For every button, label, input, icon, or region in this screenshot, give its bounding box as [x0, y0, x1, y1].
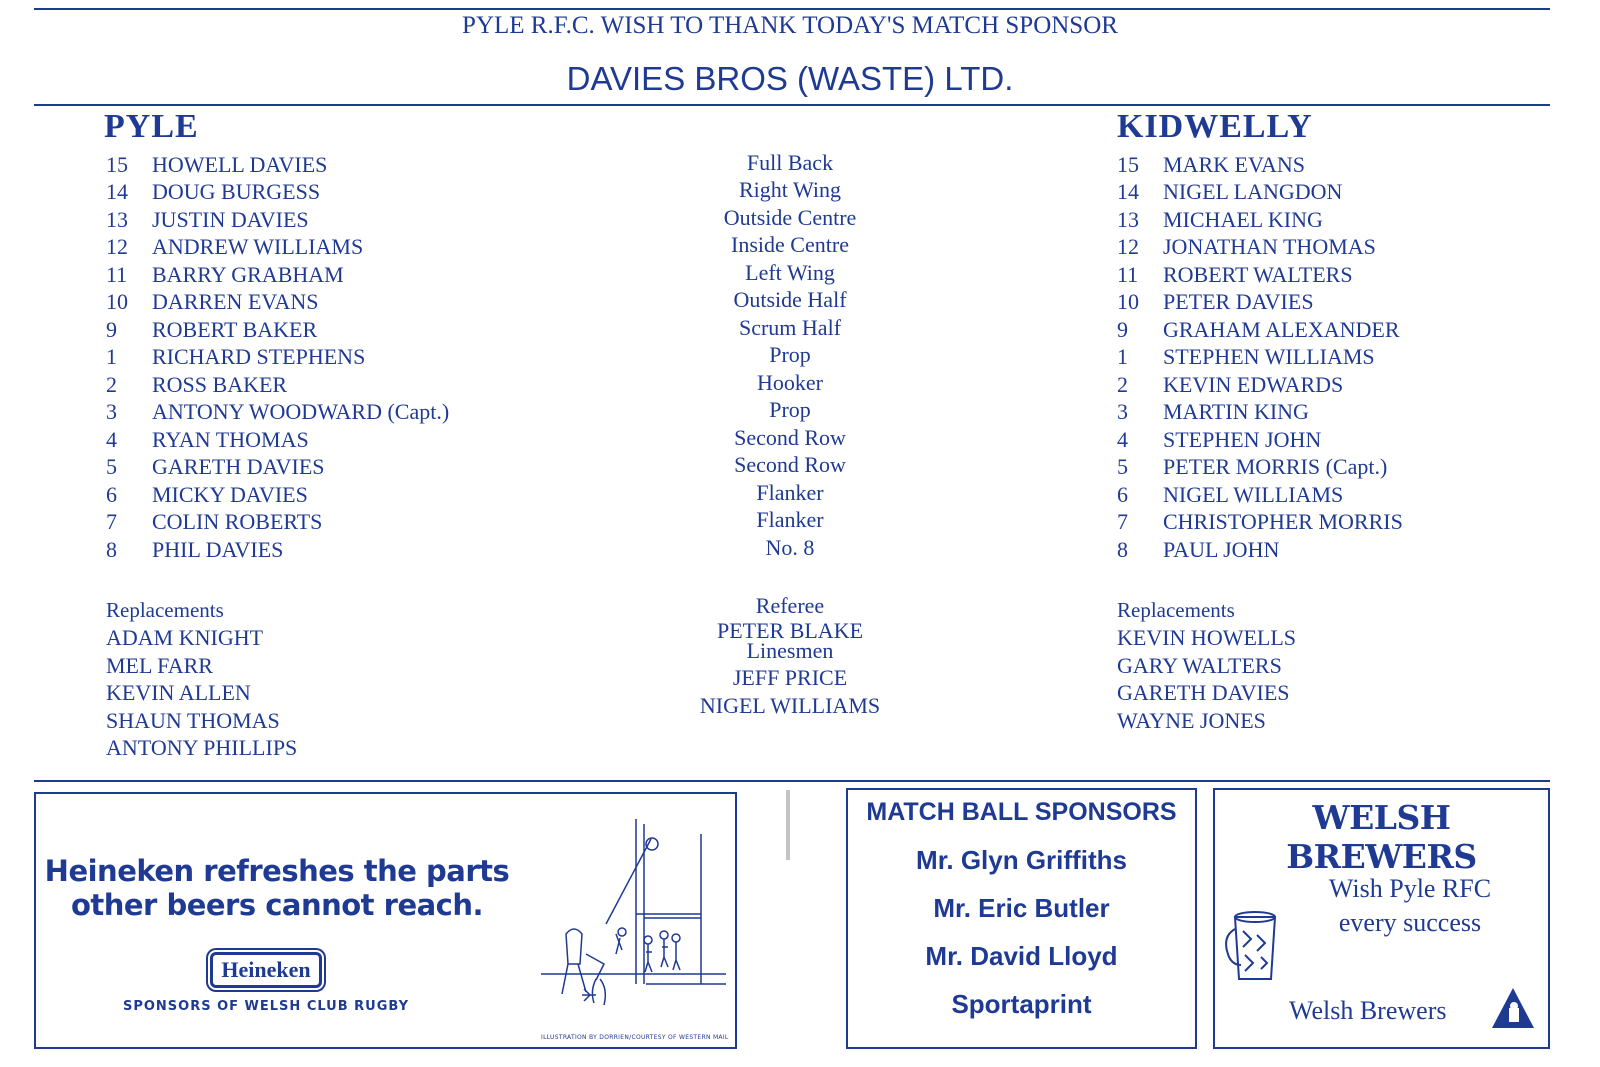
- player-name: PETER DAVIES: [1163, 289, 1314, 314]
- linesman-name: NIGEL WILLIAMS: [699, 693, 881, 718]
- jersey-number: 7: [1117, 509, 1128, 534]
- jersey-number: 13: [1117, 207, 1139, 232]
- home-player-row: [106, 179, 320, 205]
- jersey-number: 14: [1117, 179, 1139, 204]
- away-player-row: [1117, 152, 1305, 178]
- away-replacements-label: Replacements: [1117, 598, 1235, 622]
- jersey-number: 3: [106, 399, 117, 424]
- heineken-advert: [34, 792, 737, 1049]
- player-name: COLIN ROBERTS: [152, 509, 323, 534]
- jersey-number: 3: [1117, 399, 1128, 424]
- player-name: GARETH DAVIES: [152, 454, 325, 479]
- position-label: Left Wing: [745, 260, 835, 285]
- player-name: NIGEL WILLIAMS: [1163, 482, 1344, 507]
- home-replacements-label: Replacements: [106, 598, 224, 622]
- away-replacement: WAYNE JONES: [1117, 708, 1266, 733]
- position-label: Outside Half: [733, 287, 847, 312]
- home-player-row: [106, 372, 287, 398]
- jersey-number: 6: [106, 482, 117, 507]
- home-replacement: ADAM KNIGHT: [106, 625, 264, 650]
- position-label: Prop: [769, 342, 811, 367]
- player-name: ROBERT WALTERS: [1163, 262, 1353, 287]
- match-ball-title: MATCH BALL SPONSORS: [866, 798, 1177, 826]
- jersey-number: 11: [106, 262, 128, 287]
- position-label: Outside Centre: [723, 205, 857, 230]
- fold-mark: [786, 790, 790, 860]
- position-label: Full Back: [746, 150, 834, 175]
- welsh-brewers-signature: Welsh Brewers: [1289, 996, 1447, 1025]
- away-replacement: GARETH DAVIES: [1117, 680, 1290, 705]
- away-player-row: [1117, 317, 1400, 343]
- home-replacement: ANTONY PHILLIPS: [106, 735, 298, 760]
- away-player-row: [1117, 262, 1353, 288]
- player-name: PETER MORRIS (Capt.): [1163, 454, 1388, 479]
- home-player-row: [106, 399, 449, 425]
- away-player-row: [1117, 427, 1321, 453]
- position-label: Flanker: [756, 507, 824, 532]
- home-player-row: [106, 509, 322, 535]
- home-player-row: [106, 262, 344, 288]
- jersey-number: 7: [106, 509, 117, 534]
- position-label: Second Row: [734, 425, 846, 450]
- match-ball-sponsors-box: [846, 788, 1197, 1049]
- brewers-triangle-logo-icon: [1490, 986, 1536, 1030]
- player-name: MARK EVANS: [1163, 152, 1306, 177]
- position-label: Right Wing: [739, 177, 841, 202]
- player-name: BARRY GRABHAM: [152, 262, 344, 287]
- player-name: HOWELL DAVIES: [152, 152, 328, 177]
- player-name: STEPHEN WILLIAMS: [1163, 344, 1375, 369]
- home-player-row: [106, 427, 309, 453]
- jersey-number: 10: [1117, 289, 1139, 314]
- jersey-number: 6: [1117, 482, 1128, 507]
- player-name: PAUL JOHN: [1163, 537, 1280, 562]
- player-name: DOUG BURGESS: [152, 179, 321, 204]
- away-replacement: KEVIN HOWELLS: [1117, 625, 1297, 650]
- jersey-number: 13: [106, 207, 128, 232]
- player-name: JUSTIN DAVIES: [152, 207, 309, 232]
- home-player-row: [106, 482, 308, 508]
- player-name: ANDREW WILLIAMS: [152, 234, 364, 259]
- position-label: No. 8: [765, 535, 815, 560]
- player-name: JONATHAN THOMAS: [1163, 234, 1376, 259]
- home-player-row: [106, 317, 317, 343]
- home-player-row: [106, 344, 365, 370]
- player-name: RICHARD STEPHENS: [152, 344, 366, 369]
- player-name: ROBERT BAKER: [152, 317, 318, 342]
- header-rule: [34, 104, 1550, 106]
- jersey-number: 9: [1117, 317, 1128, 342]
- match-ball-sponsor: Mr. Glyn Griffiths: [916, 845, 1127, 875]
- player-name: PHIL DAVIES: [152, 537, 284, 562]
- jersey-number: 2: [1117, 372, 1128, 397]
- away-player-row: [1117, 207, 1323, 233]
- heineken-slogan-line2: other beers cannot reach.: [70, 888, 484, 922]
- away-player-row: [1117, 509, 1403, 535]
- away-player-row: [1117, 179, 1342, 205]
- home-player-row: [106, 454, 325, 480]
- match-ball-sponsor: Mr. Eric Butler: [933, 893, 1110, 923]
- jersey-number: 8: [106, 537, 117, 562]
- home-player-row: [106, 207, 309, 233]
- match-sponsor-name: DAVIES BROS (WASTE) LTD.: [566, 60, 1014, 97]
- jersey-number: 5: [1117, 454, 1128, 479]
- position-label: Scrum Half: [738, 315, 842, 340]
- jersey-number: 12: [106, 234, 128, 259]
- away-team-title: KIDWELLY: [1117, 108, 1313, 145]
- referee-label: Referee: [755, 593, 825, 618]
- away-player-row: [1117, 372, 1343, 398]
- jersey-number: 8: [1117, 537, 1128, 562]
- player-name: GRAHAM ALEXANDER: [1163, 317, 1400, 342]
- jersey-number: 1: [1117, 344, 1128, 369]
- match-ball-sponsor: Mr. David Lloyd: [925, 941, 1118, 971]
- player-name: RYAN THOMAS: [152, 427, 309, 452]
- player-name: MARTIN KING: [1163, 399, 1309, 424]
- beer-tankard-icon: [1221, 905, 1291, 985]
- player-name: ANTONY WOODWARD (Capt.): [152, 399, 450, 424]
- position-label: Second Row: [734, 452, 846, 477]
- jersey-number: 15: [1117, 152, 1139, 177]
- away-player-row: [1117, 454, 1387, 480]
- home-team-title: PYLE: [104, 108, 199, 145]
- welsh-brewers-message-line2: every success: [1338, 908, 1482, 937]
- heineken-slogan-line1: Heineken refreshes the parts: [44, 854, 510, 888]
- linesman-name: JEFF PRICE: [732, 665, 848, 690]
- referee-name: PETER BLAKE: [716, 618, 864, 643]
- position-label: Flanker: [756, 480, 824, 505]
- player-name: NIGEL LANGDON: [1163, 179, 1343, 204]
- player-name: DARREN EVANS: [152, 289, 319, 314]
- player-name: MICHAEL KING: [1163, 207, 1323, 232]
- jersey-number: 14: [106, 179, 128, 204]
- position-label: Hooker: [757, 370, 823, 395]
- jersey-number: 11: [1117, 262, 1139, 287]
- position-label: Inside Centre: [731, 232, 849, 257]
- away-player-row: [1117, 399, 1309, 425]
- welsh-brewers-title: WELSH BREWERS: [1286, 798, 1477, 876]
- away-player-row: [1117, 344, 1375, 370]
- linesmen-label: Linesmen: [746, 638, 834, 663]
- home-player-row: [106, 152, 327, 178]
- away-player-row: [1117, 482, 1343, 508]
- jersey-number: 9: [106, 317, 117, 342]
- jersey-number: 1: [106, 344, 117, 369]
- player-name: STEPHEN JOHN: [1163, 427, 1322, 452]
- player-name: CHRISTOPHER MORRIS: [1163, 509, 1403, 534]
- home-player-row: [106, 289, 318, 315]
- home-replacement: MEL FARR: [106, 653, 213, 678]
- home-replacement: KEVIN ALLEN: [106, 680, 251, 705]
- home-player-row: [106, 537, 283, 563]
- heineken-slogan: [42, 854, 512, 922]
- heineken-logo-wrap: [166, 952, 366, 988]
- jersey-number: 15: [106, 152, 128, 177]
- home-replacement: SHAUN THOMAS: [106, 708, 280, 733]
- jersey-number: 2: [106, 372, 117, 397]
- jersey-number: 10: [106, 289, 128, 314]
- jersey-number: 12: [1117, 234, 1139, 259]
- away-player-row: [1117, 234, 1376, 260]
- jersey-number: 4: [1117, 427, 1128, 452]
- heineken-logo: Heineken: [210, 952, 321, 988]
- illustration-credit: ILLUSTRATION BY DORRIEN/COURTESY OF WESTERN MAIL: [541, 1034, 729, 1041]
- player-name: KEVIN EDWARDS: [1163, 372, 1344, 397]
- welsh-brewers-message-line1: Wish Pyle RFC: [1328, 874, 1492, 903]
- top-rule: [34, 8, 1550, 10]
- match-ball-sponsor: Sportaprint: [951, 989, 1092, 1019]
- jersey-number: 5: [106, 454, 117, 479]
- rugby-cartoon-illustration: [536, 814, 726, 1014]
- player-name: MICKY DAVIES: [152, 482, 308, 507]
- away-player-row: [1117, 289, 1314, 315]
- jersey-number: 4: [106, 427, 117, 452]
- position-label: Prop: [769, 397, 811, 422]
- home-player-row: [106, 234, 363, 260]
- heineken-tagline: SPONSORS OF WELSH CLUB RUGBY: [122, 999, 410, 1014]
- player-name: ROSS BAKER: [152, 372, 288, 397]
- welsh-brewers-box: [1213, 788, 1550, 1049]
- footer-rule: [34, 780, 1550, 782]
- away-player-row: [1117, 537, 1279, 563]
- sponsor-thanks: PYLE R.F.C. WISH TO THANK TODAY'S MATCH SPONSOR: [462, 12, 1118, 39]
- away-replacement: GARY WALTERS: [1117, 653, 1282, 678]
